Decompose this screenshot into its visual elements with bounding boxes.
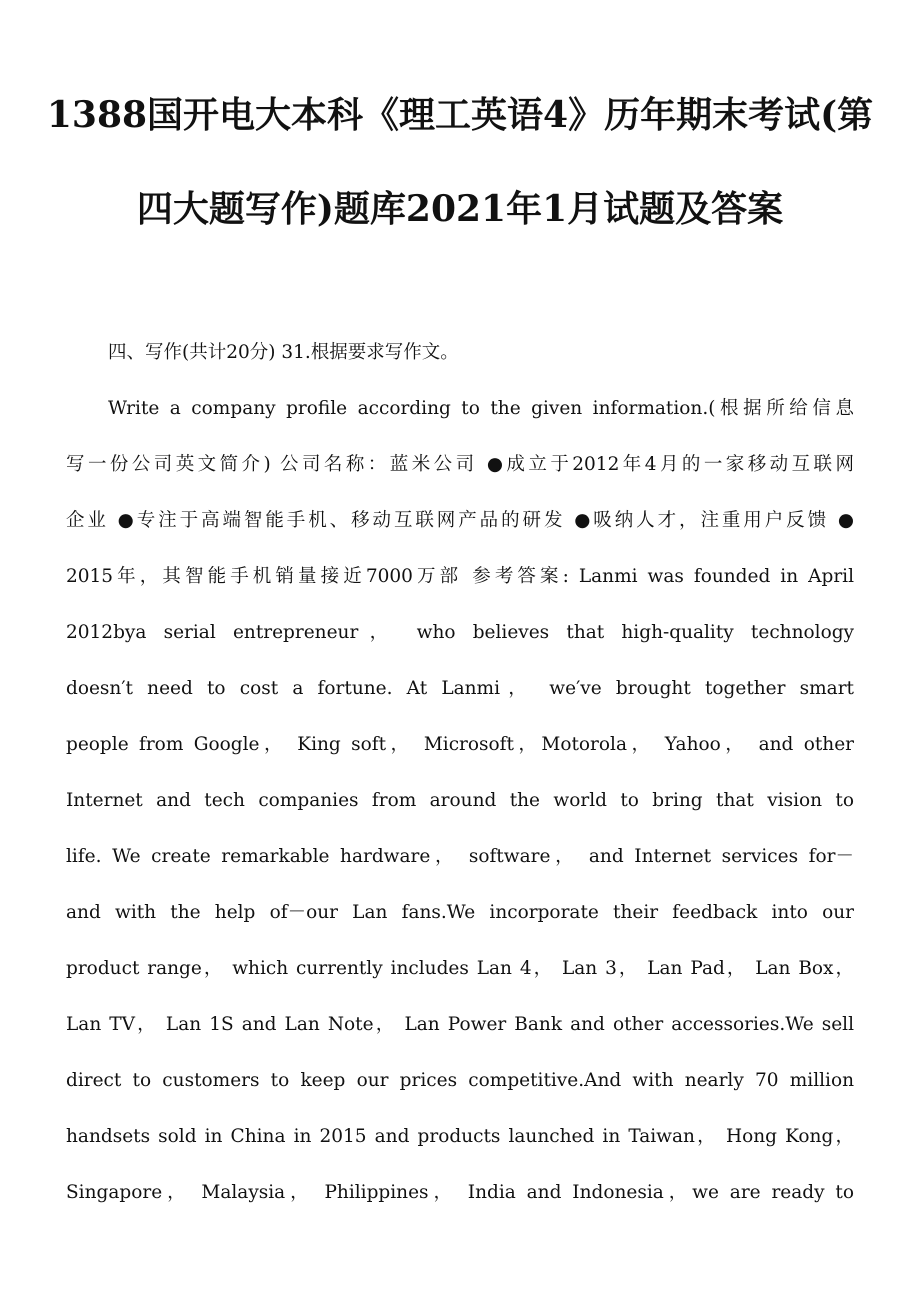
body-line: Internet and tech companies from around the world to bring that vision to bbox=[66, 790, 854, 811]
body-line: handsets sold in China in 2015 and products launched in Taiwan， Hong Kong， bbox=[66, 1126, 854, 1147]
body-line: life. We create remarkable hardware， software， and Internet services for－ bbox=[66, 846, 854, 867]
body-line: 写一份公司英文简介) 公司名称：蓝米公司 ●成立于2012年4月的一家移动互联网 bbox=[66, 454, 854, 475]
body-line: 企业 ●专注于高端智能手机、移动互联网产品的研发 ●吸纳人才，注重用户反馈 ● bbox=[66, 510, 854, 531]
body-line: product range， which currently includes Lan 4， Lan 3， Lan Pad， Lan Box， bbox=[66, 958, 854, 979]
document-title-line-2: 四大题写作)题库2021年1月试题及答案 bbox=[136, 188, 784, 230]
body-line: Lan TV， Lan 1S and Lan Note， Lan Power Bank and other accessories.We sell bbox=[66, 1014, 854, 1035]
body-line: Write a company profile according to the given information.(根据所给信息 bbox=[108, 398, 854, 419]
body-line: 2015年，其智能手机销量接近7000万部 参考答案: Lanmi was founded in April bbox=[66, 566, 854, 587]
body-line: direct to customers to keep our prices competitive.And with nearly 70 million bbox=[66, 1070, 854, 1091]
body-line: and with the help of－our Lan fans.We incorporate their feedback into our bbox=[66, 902, 854, 923]
body-line: 2012bya serial entrepreneur， who believes that high-quality technology bbox=[66, 622, 854, 643]
body-line: Singapore， Malaysia， Philippines， India and Indonesia，we are ready to bbox=[66, 1182, 854, 1203]
body-line: people from Google， King soft， Microsoft，Motorola， Yahoo， and other bbox=[66, 734, 854, 755]
section-heading: 四、写作(共计20分) 31.根据要求写作文。 bbox=[108, 342, 459, 363]
document-title-line-1: 1388国开电大本科《理工英语4》历年期末考试(第 bbox=[46, 94, 874, 136]
body-line: doesn′t need to cost a fortune. At Lanmi， we′ve brought together smart bbox=[66, 678, 854, 699]
